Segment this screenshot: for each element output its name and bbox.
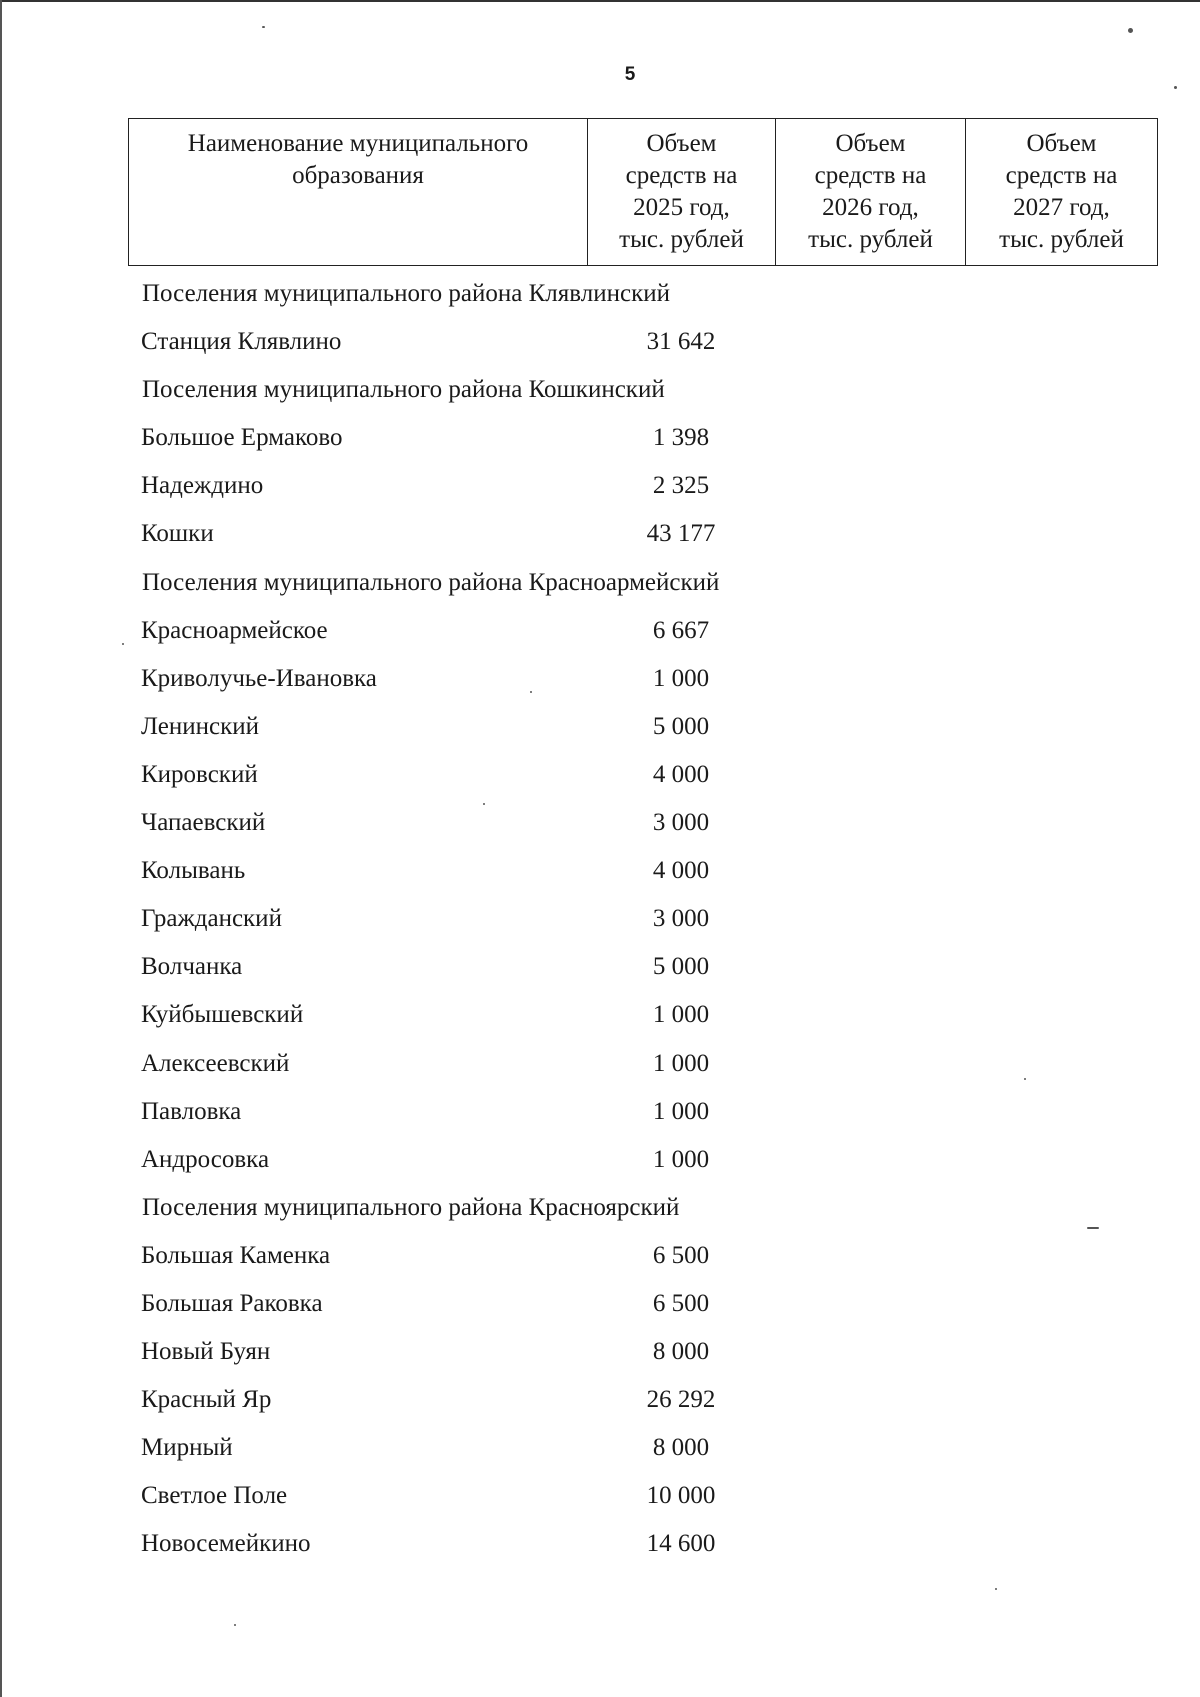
table-row bbox=[0, 1376, 1200, 1424]
table-row bbox=[0, 655, 1200, 703]
table-row bbox=[0, 1136, 1200, 1184]
scan-speck bbox=[530, 691, 532, 693]
municipality-name: Криволучье-Ивановка bbox=[141, 664, 377, 692]
value-2025: 6 667 bbox=[652, 616, 710, 644]
scan-speck bbox=[122, 643, 124, 645]
municipality-name: Алексеевский bbox=[141, 1049, 290, 1077]
table-row bbox=[0, 895, 1200, 943]
table-body bbox=[0, 270, 1200, 1569]
municipality-name: Кошки bbox=[141, 520, 214, 548]
municipality-name: Ленинский bbox=[141, 712, 260, 740]
value-2025: 1 000 bbox=[652, 1145, 710, 1173]
section-row bbox=[0, 1184, 1200, 1232]
header-label-2027: Объем средств на 2027 год, тыс. рублей bbox=[999, 130, 1124, 253]
municipality-name: Светлое Поле bbox=[141, 1482, 288, 1510]
value-2025: 6 500 bbox=[652, 1241, 710, 1269]
value-2025: 8 000 bbox=[652, 1338, 710, 1366]
table-row bbox=[0, 510, 1200, 558]
section-title: Поселения муниципального района Клявлинский bbox=[142, 280, 670, 307]
municipality-name: Большая Каменка bbox=[141, 1241, 331, 1269]
municipality-name: Новый Буян bbox=[141, 1338, 271, 1366]
municipality-name: Новосемейкино bbox=[141, 1530, 311, 1558]
value-2025: 31 642 bbox=[646, 328, 716, 356]
table-row bbox=[0, 318, 1200, 366]
header-cell-2027 bbox=[966, 119, 1158, 266]
section-row bbox=[0, 366, 1200, 414]
value-2025: 5 000 bbox=[652, 712, 710, 740]
municipality-name: Большое Ермаково bbox=[141, 424, 343, 452]
value-2025: 43 177 bbox=[646, 520, 716, 548]
municipality-name: Кировский bbox=[141, 760, 258, 788]
value-2025: 5 000 bbox=[652, 953, 710, 981]
value-2025: 2 325 bbox=[652, 472, 710, 500]
municipality-name: Большая Раковка bbox=[141, 1289, 323, 1317]
table-row bbox=[0, 462, 1200, 510]
table-row bbox=[0, 799, 1200, 847]
section-title: Поселения муниципального района Красноярский bbox=[142, 1193, 680, 1221]
scan-speck bbox=[262, 26, 265, 28]
value-2025: 1 000 bbox=[652, 1049, 710, 1077]
value-2025: 1 398 bbox=[652, 424, 710, 452]
value-2025: 1 000 bbox=[652, 1097, 710, 1125]
table-row bbox=[0, 847, 1200, 895]
value-2025: 26 292 bbox=[646, 1386, 716, 1414]
table-row bbox=[0, 1520, 1200, 1568]
municipality-name: Красный Яр bbox=[141, 1386, 272, 1414]
table-header-row bbox=[129, 119, 1158, 266]
header-cell-2025 bbox=[588, 119, 776, 266]
table-row bbox=[0, 414, 1200, 462]
table-row bbox=[0, 1232, 1200, 1280]
municipality-name: Мирный bbox=[141, 1434, 233, 1462]
municipality-name: Колывань bbox=[141, 857, 246, 885]
table-row bbox=[0, 1328, 1200, 1376]
value-2025: 4 000 bbox=[652, 857, 710, 885]
table-row bbox=[0, 751, 1200, 799]
municipality-name: Надеждино bbox=[141, 472, 264, 500]
section-title: Поселения муниципального района Красноармейский bbox=[142, 568, 720, 596]
table-row bbox=[0, 1088, 1200, 1136]
header-cell-2026 bbox=[776, 119, 966, 266]
value-2025: 1 000 bbox=[652, 1001, 710, 1029]
value-2025: 3 000 bbox=[652, 905, 710, 933]
municipality-name: Куйбышевский bbox=[141, 1001, 304, 1029]
table-row bbox=[0, 1472, 1200, 1520]
value-2025: 10 000 bbox=[646, 1482, 716, 1510]
table-row bbox=[0, 943, 1200, 991]
section-row bbox=[0, 270, 1200, 318]
header-label-2026: Объем средств на 2026 год, тыс. рублей bbox=[808, 130, 933, 253]
scan-speck bbox=[1174, 86, 1177, 89]
scan-speck bbox=[234, 1624, 236, 1626]
scan-speck bbox=[995, 1588, 997, 1590]
value-2025: 4 000 bbox=[652, 760, 710, 788]
scan-speck bbox=[1024, 1078, 1026, 1080]
municipality-name: Павловка bbox=[141, 1097, 242, 1125]
header-label-name: Наименование муниципального образования bbox=[187, 130, 529, 189]
header-label-2025: Объем средств на 2025 год, тыс. рублей bbox=[619, 130, 744, 253]
section-title: Поселения муниципального района Кошкинский bbox=[142, 376, 665, 404]
page-top-border bbox=[0, 0, 1200, 2]
section-row bbox=[0, 559, 1200, 607]
municipality-name: Красноармейское bbox=[141, 616, 328, 644]
value-2025: 1 000 bbox=[652, 664, 710, 692]
municipality-name: Станция Клявлино bbox=[141, 328, 342, 356]
municipality-name: Волчанка bbox=[141, 953, 243, 981]
scan-speck bbox=[1087, 1227, 1099, 1229]
table-row bbox=[0, 1040, 1200, 1088]
municipality-name: Гражданский bbox=[141, 905, 282, 933]
scan-speck bbox=[483, 803, 485, 805]
scan-speck bbox=[1128, 28, 1133, 33]
value-2025: 3 000 bbox=[652, 809, 710, 837]
page-number: 5 bbox=[624, 64, 636, 85]
municipality-name: Чапаевский bbox=[141, 809, 266, 837]
table-row bbox=[0, 1424, 1200, 1472]
value-2025: 8 000 bbox=[652, 1434, 710, 1462]
table-row bbox=[0, 703, 1200, 751]
table-row bbox=[0, 1280, 1200, 1328]
table-row bbox=[0, 991, 1200, 1039]
value-2025: 14 600 bbox=[646, 1530, 716, 1558]
value-2025: 6 500 bbox=[652, 1289, 710, 1317]
municipality-name: Андросовка bbox=[141, 1145, 270, 1173]
header-cell-name bbox=[129, 119, 588, 266]
table-header bbox=[128, 118, 1158, 266]
table-row bbox=[0, 607, 1200, 655]
